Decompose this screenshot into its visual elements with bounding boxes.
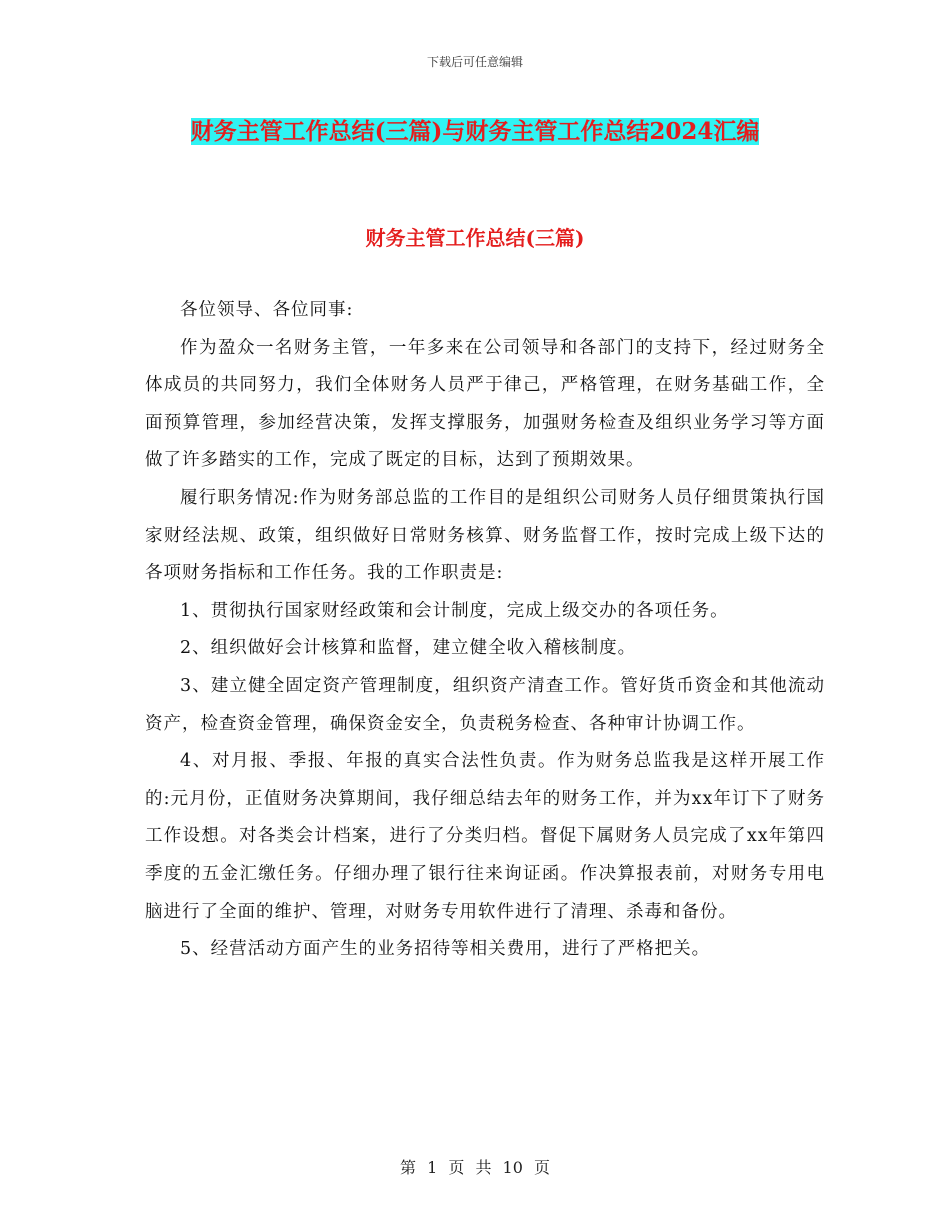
document-body (145, 292, 825, 969)
page-number-footer: 第 1 页 共 10 页 (400, 1158, 550, 1177)
paragraph: 作为盈众一名财务主管，一年多来在公司领导和各部门的支持下，经过财务全体成员的共同努力，我们全体财务人员严于律己，严格管理，在财务基础工作，全面预算管理，参加经营决策，发挥支撑服务，加强财务检查及组织业务学习等方面做了许多踏实的工作，完成了既定的目标，达到了预期效果。 (145, 337, 825, 471)
document-title-text: 财务主管工作总结(三篇)与财务主管工作总结2024汇编 (190, 118, 760, 145)
paragraph-greeting: 各位领导、各位同事: (180, 300, 354, 320)
list-item: 1、贯彻执行国家财经政策和会计制度，完成上级交办的各项任务。 (180, 600, 729, 621)
paragraph: 履行职务情况:作为财务部总监的工作目的是组织公司财务人员仔细贯策执行国家财经法规、政策，组织做好日常财务核算、财务监督工作，按时完成上级下达的各项财务指标和工作任务。我的工作职责是: (145, 487, 825, 584)
section-title: 财务主管工作总结(三篇) (365, 226, 585, 250)
list-item: 2、组织做好会计核算和监督，建立健全收入稽核制度。 (180, 638, 637, 659)
list-item: 3、建立健全固定资产管理制度，组织资产清查工作。管好货币资金和其他流动资产，检查资金管理，确保资金安全，负责税务检查、各种审计协调工作。 (145, 675, 825, 734)
list-item: 4、对月报、季报、年报的真实合法性负责。作为财务总监我是这样开展工作的:元月份，正值财务决算期间，我仔细总结去年的财务工作，并为xx年订下了财务工作设想。对各类会计档案，进行了分类归档。督促下属财务人员完成了xx年第四季度的五金汇缴任务。仔细办理了银行往来询证函。作决算报表前，对财务专用电脑进行了全面的维护、管理，对财务专用软件进行了清理、杀毒和备份。 (145, 751, 825, 922)
list-item: 5、经营活动方面产生的业务招待等相关费用，进行了严格把关。 (180, 939, 711, 960)
header-note: 下载后可任意编辑 (426, 55, 523, 69)
document-title (150, 110, 800, 154)
